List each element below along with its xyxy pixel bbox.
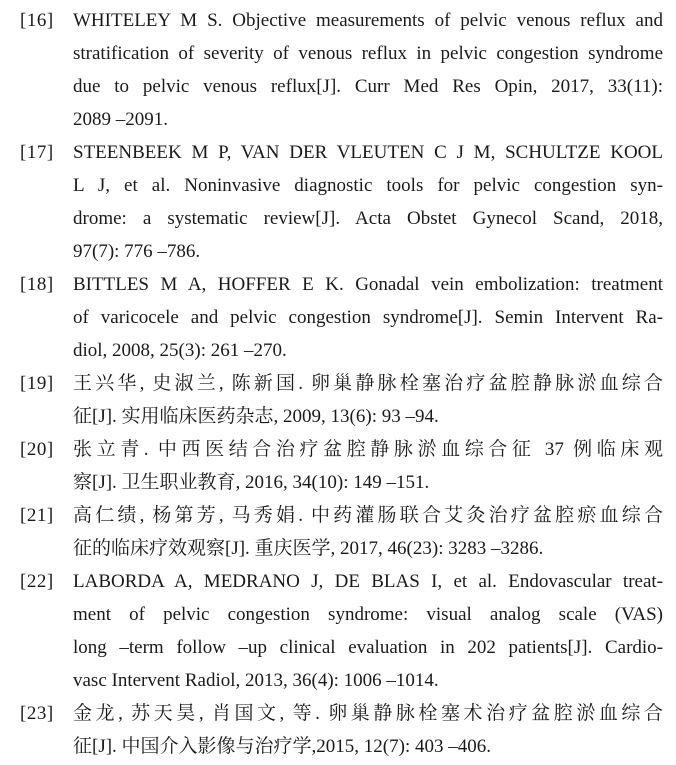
reference-number: [21]	[20, 505, 54, 526]
reference-line: 张立青. 中西医结合治疗盆腔静脉淤血综合征 37 例临床观	[73, 439, 663, 460]
reference-line: due to pelvic venous reflux[J]. Curr Med Res Opin, 2017, 33(11):	[73, 76, 663, 97]
reference-text	[73, 4, 663, 136]
reference-text	[73, 499, 663, 565]
reference-number: [23]	[20, 703, 54, 724]
reference-text	[73, 433, 663, 499]
reference-text	[73, 367, 663, 433]
reference-number: [19]	[20, 373, 54, 394]
reference-line: 97(7): 776 –786.	[73, 241, 201, 262]
reference-text	[73, 268, 663, 367]
reference-line: 金龙, 苏天昊, 肖国文, 等. 卵巢静脉栓塞术治疗盆腔淤血综合	[73, 703, 663, 724]
reference-line: stratification of severity of venous reflux in pelvic congestion syndrome	[73, 43, 663, 64]
reference-line: ment of pelvic congestion syndrome: visual analog scale (VAS)	[73, 604, 663, 625]
reference-line: diol, 2008, 25(3): 261 –270.	[73, 340, 287, 361]
reference-line: L J, et al. Noninvasive diagnostic tools for pelvic congestion syn-	[73, 175, 663, 196]
reference-line: 高仁绩, 杨第芳, 马秀娟. 中药灌肠联合艾灸治疗盆腔瘀血综合	[73, 505, 663, 526]
reference-line: 察[J]. 卫生职业教育, 2016, 34(10): 149 –151.	[73, 472, 430, 493]
reference-item	[0, 697, 676, 763]
reference-line: LABORDA A, MEDRANO J, DE BLAS I, et al. Endovascular treat-	[73, 571, 663, 592]
reference-item	[0, 268, 676, 367]
reference-item	[0, 4, 676, 136]
reference-number: [17]	[20, 142, 54, 163]
reference-item	[0, 565, 676, 697]
reference-number: [22]	[20, 571, 54, 592]
reference-line: drome: a systematic review[J]. Acta Obstet Gynecol Scand, 2018,	[73, 208, 663, 229]
reference-text	[73, 136, 663, 268]
reference-line: 征的临床疗效观察[J]. 重庆医学, 2017, 46(23): 3283 –3286.	[73, 538, 544, 559]
reference-text	[73, 697, 663, 763]
reference-line: STEENBEEK M P, VAN DER VLEUTEN C J M, SCHULTZE KOOL	[73, 142, 663, 163]
reference-line: 2089 –2091.	[73, 109, 168, 130]
reference-line: WHITELEY M S. Objective measurements of pelvic venous reflux and	[73, 10, 663, 31]
reference-line: vasc Intervent Radiol, 2013, 36(4): 1006 –1014.	[73, 670, 439, 691]
reference-item	[0, 499, 676, 565]
reference-line: BITTLES M A, HOFFER E K. Gonadal vein embolization: treatment	[73, 274, 663, 295]
reference-line: 王兴华, 史淑兰, 陈新国. 卵巢静脉栓塞治疗盆腔静脉淤血综合	[73, 373, 663, 394]
reference-item	[0, 136, 676, 268]
reference-item	[0, 433, 676, 499]
reference-number: [16]	[20, 10, 54, 31]
reference-line: long –term follow –up clinical evaluation in 202 patients[J]. Cardio-	[73, 637, 663, 658]
reference-line: 征[J]. 中国介入影像与治疗学,2015, 12(7): 403 –406.	[73, 736, 491, 757]
reference-number: [20]	[20, 439, 54, 460]
reference-number: [18]	[20, 274, 54, 295]
reference-line: of varicocele and pelvic congestion syndrome[J]. Semin Intervent Ra-	[73, 307, 663, 328]
reference-line: 征[J]. 实用临床医药杂志, 2009, 13(6): 93 –94.	[73, 406, 439, 427]
reference-item	[0, 367, 676, 433]
reference-text	[73, 565, 663, 697]
